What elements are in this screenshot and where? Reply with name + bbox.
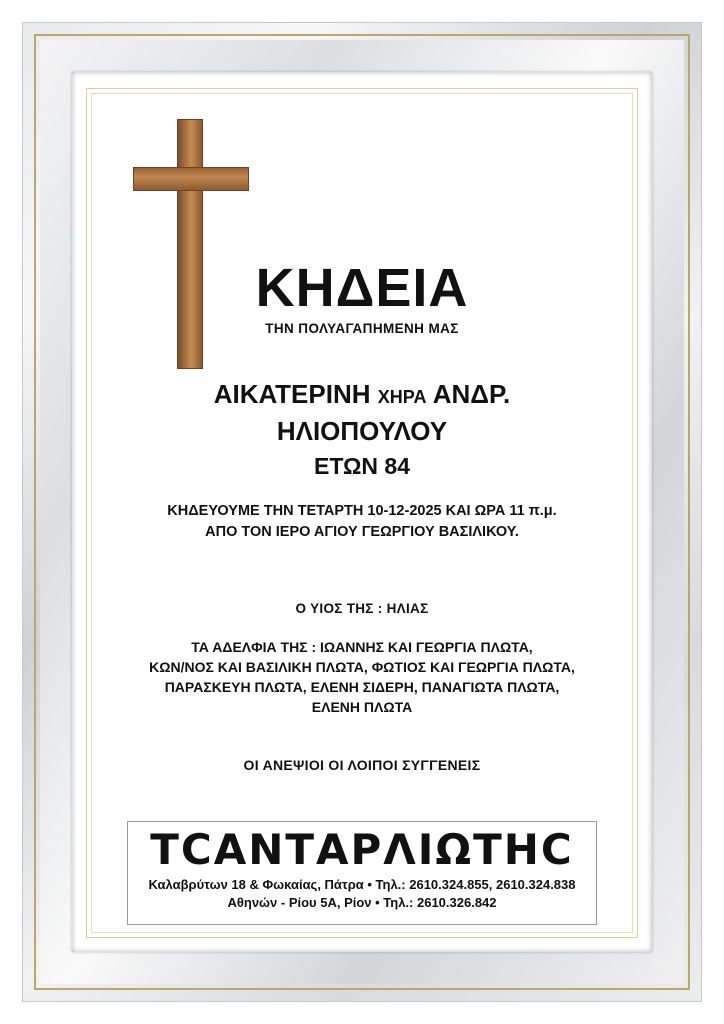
service-details bbox=[87, 501, 637, 543]
notice-subtitle: ΤΗΝ ΠΟΛΥΑΓΑΠΗΜΕΝΗ ΜΑΣ bbox=[265, 321, 459, 336]
deceased-name bbox=[87, 377, 637, 448]
siblings-first-line bbox=[117, 637, 607, 657]
siblings-line-4: ΕΛΕΝΗ ΠΛΩΤΑ bbox=[311, 699, 413, 715]
siblings-line-3: ΠΑΡΑΣΚΕΥΗ ΠΛΩΤΑ, ΕΛΕΝΗ ΣΙΔΕΡΗ, ΠΑΝΑΓΙΩΤΑ ΠΛΩΤΑ, bbox=[164, 679, 560, 695]
deceased-first-name: ΑΙΚΑΤΕΡΙΝΗ bbox=[213, 379, 371, 409]
deceased-surname: ΗΛΙΟΠΟΥΛΟΥ bbox=[276, 416, 448, 446]
service-date-time: ΚΗΔΕΥΟΥΜΕ ΤΗΝ ΤΕΤΑΡΤΗ 10-12-2025 ΚΑΙ ΩΡΑ 11 π.μ. bbox=[167, 503, 557, 519]
siblings-block bbox=[117, 637, 607, 717]
siblings-line-2: ΚΩΝ/ΝΟΣ ΚΑΙ ΒΑΣΙΛΙΚΗ ΠΛΩΤΑ, ΦΩΤΙΟΣ ΚΑΙ ΓΕΩΡΓΙΑ ΠΛΩΤΑ, bbox=[149, 659, 575, 675]
company-logo-text: ΤϹΑΝΤΑΡΛΙΩΤΗϹ bbox=[150, 825, 574, 874]
son-line bbox=[87, 601, 637, 616]
company-address-line-2: Αθηνών - Ρίου 5Α, Ρίον • Τηλ.: 2610.326.842 bbox=[227, 895, 497, 910]
siblings-line-1: : ΙΩΑΝΝΗΣ ΚΑΙ ΓΕΩΡΓΙΑ ΠΛΩΤΑ, bbox=[311, 639, 533, 655]
service-church: ΑΠΟ ΤΟΝ ΙΕΡΟ ΑΓΙΟΥ ΓΕΩΡΓΙΟΥ ΒΑΣΙΛΙΚΟΥ. bbox=[205, 524, 519, 540]
siblings-label: ΤΑ ΑΔΕΛΦΙΑ ΤΗΣ bbox=[191, 639, 308, 655]
other-relatives-line: ΟΙ ΑΝΕΨΙΟΙ ΟΙ ΛΟΙΠΟΙ ΣΥΓΓΕΝΕΙΣ bbox=[243, 757, 481, 773]
poster-paper bbox=[86, 88, 638, 938]
funeral-home-footer bbox=[127, 821, 597, 925]
deceased-age: ΕΤΩΝ 84 bbox=[314, 453, 410, 479]
son-value: : ΗΛΙΑΣ bbox=[377, 601, 429, 616]
deceased-qualifier: ΧΗΡΑ bbox=[377, 387, 427, 407]
page-title: ΚΗΔΕΙΑ bbox=[255, 258, 469, 318]
notice-content bbox=[87, 89, 637, 937]
deceased-husband-abbr: ΑΝΔΡ. bbox=[432, 379, 511, 409]
company-address-line-1: Καλαβρύτων 18 & Φωκαίας, Πάτρα • Τηλ.: 2610.324.855, 2610.324.838 bbox=[148, 877, 576, 892]
son-label: Ο ΥΙΟΣ ΤΗΣ bbox=[295, 601, 374, 616]
